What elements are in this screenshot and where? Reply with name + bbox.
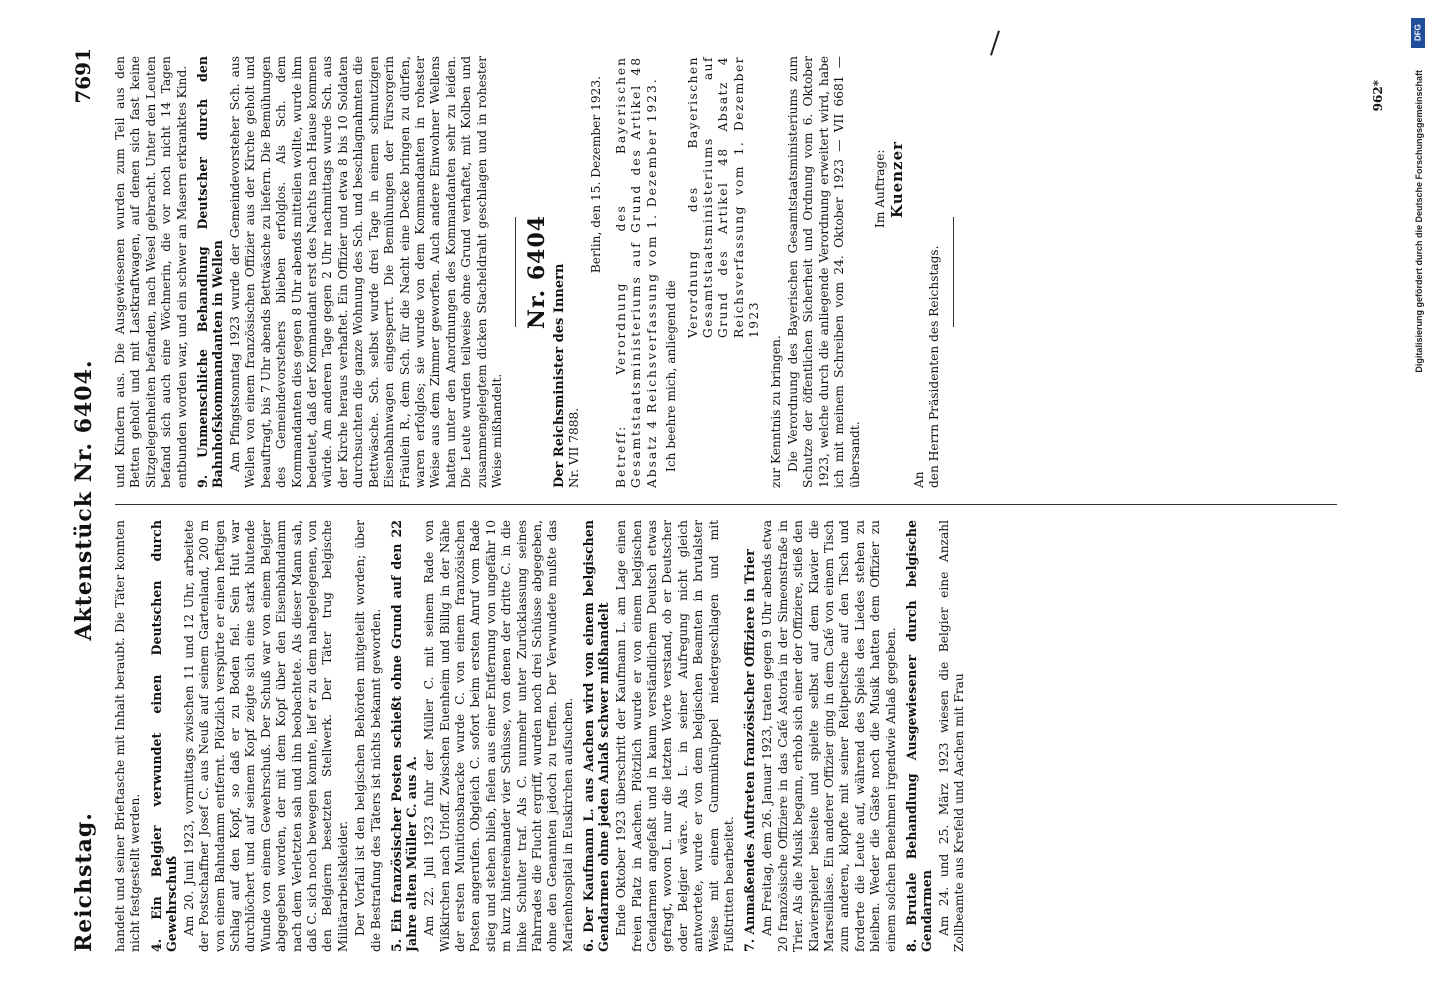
section-6-paragraph: Ende Oktober 1923 überschritt der Kaufmann L. am Lage einen freien Platz in Aachen. Plötzlich wurde er von einem belgischen Gendarmen angefaßt und in kaum verständlichem Deutsch etwas gefragt, wovon L. nur die letzten Worte verstand, ob er Deutscher oder Belgier wäre. Als L. in seiner Aufregung nicht gleich antwortete, wurde er von dem belgischen Beamten in brutalster Weise mit einem Gummiknüppel niedergeschlagen und mit Fußtritten bearbeitet. — [614, 520, 736, 952]
continuation-paragraph: und Kindern aus. Die Ausgewiesenen wurden zum Teil aus den Betten geholt und mit Lastkraftwagen, auf denen sich fast keine Sitzgelegenheiten befanden, nach Wesel gebracht. Unter den Leuten befand sich auch eine Wöchnerin, die vor noch nicht 14 Tagen entbunden worden war, und ein schwer an Masern erkranktes Kind. — [113, 56, 189, 488]
column-divider — [115, 504, 1337, 505]
section-9-paragraph: Am Pfingstsonntag 1923 wurde der Gemeindevorsteher Sch. aus Wellen von einem französischen Offizier aus der Kirche geholt und beauftragt, bis 7 Uhr abends Bettwäsche zu liefern. Die Bemühungen des Gemeindevorstehers blieben erfolglos. Als Sch. dem Kommandanten dies gegen 8 Uhr abends mitteilen wollte, wurde ihm bedeutet, daß der Kommandant erst des Nachts nach Hause kommen würde. Am anderen Tage gegen 2 Uhr nachmittags wurde Sch. aus der Kirche heraus verhaftet. Ein Offizier und etwa 8 bis 10 Soldaten durchsuchten die ganze Wohnung des Sch. und beschlagnahmten die Bettwäsche. Sch. selbst wurde drei Tage in einem schmutzigen Eisenbahnwagen eingesperrt. Die Bemühungen der Fürsorgerin Fräulein R., dem Sch. für die Nacht eine Decke bringen zu dürfen, waren erfolglos; sie wurde von dem Kommandanten in rohester Weise aus dem Zimmer geworfen. Auch andere Einwohner Wellens hatten unter den Anordnungen des Kommandanten sehr zu leiden. Die Leute wurden teilweise ohne Grund verhaftet, mit Kolben und zusammengelegtem dicken Stacheldraht geschlagen und in rohester Weise mißhandelt. — [228, 56, 504, 488]
section-5-paragraph: Am 22. Juli 1923 fuhr der Müller C. mit seinem Rade von Wißkirchen nach Urloff. Zwischen Euenheim und Billig in der Nähe der ersten Munitionsbaracke wurde C. von einem französischen Posten angerufen. Obgleich C. sofort beim ersten Anruf vom Rade stieg und stehen blieb, fielen aus einer Entfernung von ungefähr 10 m kurz hintereinander vier Schüsse, von denen der dritte C. in die linke Schulter traf. Als C. nunmehr unter Zurücklassung seines Fahrrades die Flucht ergriff, wurden noch drei Schüsse abgegeben, ohne den Genannten jedoch zu treffen. Der Verwundete mußte das Marienhospital in Euskirchen aufsuchen. — [422, 520, 575, 952]
intro-paragraph: handelt und seiner Brieftasche mit Inhalt beraubt. Die Täter konnten nicht festgestellt werden. — [113, 520, 143, 952]
page-title: Aktenstück Nr. 6404. — [71, 359, 97, 641]
address-an: An — [911, 471, 926, 488]
section-4-paragraph-1: Am 20. Juni 1923, vormittags zwischen 11 und 12 Uhr, arbeitete der Postschaffner Josef C. aus Neuß auf seinem Gartenland, 200 m von einem Bahndamm entfernt. Plötzlich verspürte er einen heftigen Schlag auf den Kopf, so daß er zu Boden fiel. Sein Hut war durchlöchert und auf seinem Kopf zeigte sich eine stark blutende Wunde von einem Gewehrschuß. Der Schuß war von einem Belgier abgegeben worden, der mit dem Kopf über den Eisenbahndamm nach dem Verletzten sah und ihn beobachtete. Als dieser Mann sah, daß C. sich noch bewegen konnte, lief er zu dem nahegelegenen, von den Belgiern besetzten Stellwerk. Der Täter trug belgische Militärarbeitskleider. — [181, 520, 350, 952]
section-5-heading: 5. Ein französischer Posten schießt ohne Grund auf den 22 Jahre alten Müller C. aus A. — [389, 520, 420, 952]
signature-auftrag: Im Auftrage: — [873, 149, 888, 228]
letter-date: Berlin, den 15. Dezember 1923. — [588, 76, 603, 274]
sender-line: Der Reichsminister des Innern — [551, 263, 567, 488]
page-header — [71, 48, 105, 952]
right-column — [113, 56, 1357, 488]
letter-body: Die Verordnung des Bayerischen Gesamtstaatsministeriums zum Schutze der öffentlichen Sicherheit und Ordnung vom 6. Oktober 1923, welche durch die anliegende Verordnung erweitert wird, habe ich mit meinem Schreiben vom 24. Oktober 1923 — VII 6681 — übersandt. — [786, 56, 862, 488]
letter-intro: Ich beehre mich, anliegend die — [664, 280, 679, 472]
section-4-paragraph-2: Der Vorfall ist den belgischen Behörden mitgeteilt worden; über die Bestrafung des Täters ist nichts bekannt geworden. — [353, 520, 383, 952]
closing-line — [953, 217, 954, 327]
section-6-heading: 6. Der Kaufmann L. aus Aachen wird von einem belgischen Gendarmen ohne jeden Anlaß schwer mißhandelt — [581, 520, 612, 952]
section-9-heading: 9. Unmenschliche Behandlung Deutscher durch den Bahnhofskommandanten in Wellen — [195, 56, 226, 488]
subject-line: Betreff: Verordnung des Bayerischen Gesamtstaatsministeriums auf Grund des Artikel 48 Absatz 4 Reichsverfassung vom 1. Dezember 1923. — [613, 56, 659, 488]
section-7-paragraph: Am Freitag, dem 26. Januar 1923, traten gegen 9 Uhr abends etwa 20 französische Offiziere in das Café Astoria in der Simeonstraße in Trier. Als die Musik begann, erhob sich einer der Offiziere, stieß den Klavierspieler beiseite und spielte selbst auf dem Klavier die Marseillaise. Ein anderer Offizier ging in dem Café von einem Tisch zum anderen, klopfte mit seiner Reitpeitsche auf den Tisch und forderte die Leute auf, während des Spiels des Liedes stehen zu bleiben. Weder die Gäste noch die Musik hatten dem Offizier zu einem solchen Benehmen irgendwie Anlaß gegeben. — [760, 520, 898, 952]
page-number: 7691 — [71, 48, 95, 104]
dfg-logo: DFG — [1411, 18, 1425, 48]
reference-number: Nr. VII 7888. — [567, 407, 582, 488]
section-8-paragraph: Am 24. und 25. März 1923 wiesen die Belgier eine Anzahl Zollbeamte aus Krefeld und Aachen mit Frau — [937, 520, 967, 952]
enclosure-title: Verordnung des Bayerischen Gesamtstaatsministeriums auf Grund des Artikel 48 Absatz 4 Reichsverfassung vom 1. Dezember 1923 — [685, 56, 762, 338]
document-sheet — [57, 20, 1397, 980]
sheet-mark: 962* — [1371, 80, 1385, 112]
document-number-heading: Nr. 6404 — [524, 214, 551, 330]
section-4-heading: 4. Ein Belgier verwundet einen Deutschen durch Gewehrschuß — [148, 520, 179, 952]
header-left: Reichstag. — [71, 812, 97, 952]
section-7-heading: 7. Anmaßendes Auftreten französischer Offiziere in Trier — [742, 549, 758, 952]
digitization-strip — [1410, 10, 1428, 990]
page-viewport — [57, 20, 1397, 980]
section-8-heading: 8. Brutale Behandlung Ausgewiesener durch belgische Gendarmen — [904, 520, 935, 952]
signature-name: Kuenzer — [888, 140, 907, 218]
left-column — [113, 520, 1357, 952]
address-recipient: den Herrn Präsidenten des Reichstags. — [927, 245, 942, 488]
separator-line — [515, 217, 516, 327]
kenntnis-line: zur Kenntnis zu bringen. — [768, 335, 783, 488]
digitization-note: Digitalisierung gefördert durch die Deutsche Forschungsgemeinschaft — [1414, 70, 1424, 373]
